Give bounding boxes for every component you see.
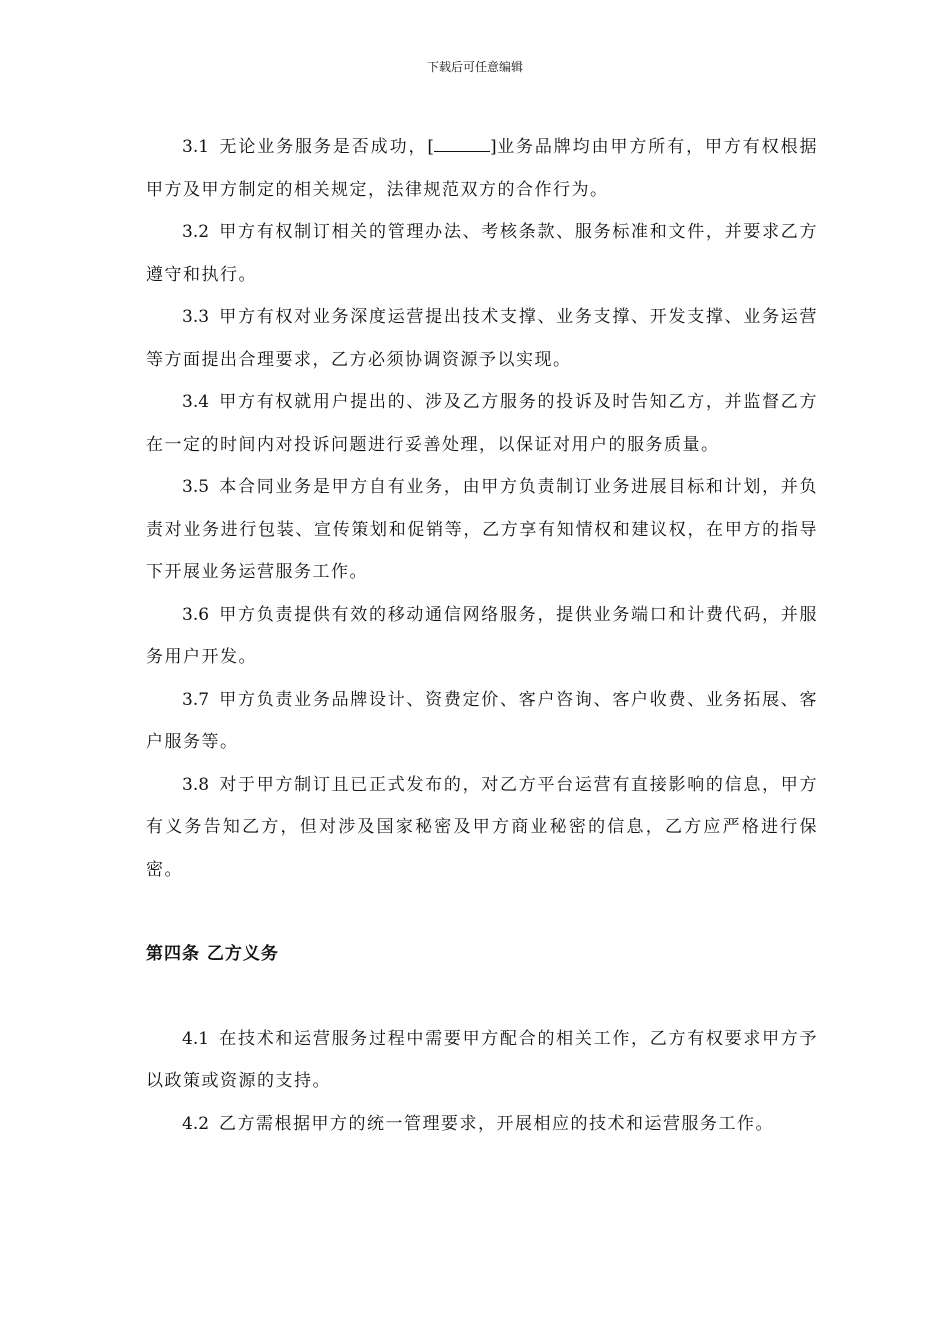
page-header: 下载后可任意编辑 — [426, 60, 523, 74]
clause-3-2 — [146, 211, 818, 296]
clause-text: 甲方负责提供有效的移动通信网络服务，提供业务端口和计费代码，并服务用户开发。 — [146, 604, 818, 667]
clause-text: 甲方有权对业务深度运营提出技术支撑、业务支撑、开发支撑、业务运营等方面提出合理要求，乙方必须协调资源予以实现。 — [146, 307, 818, 370]
clause-3-1 — [146, 126, 818, 211]
blank-underline — [434, 137, 490, 152]
clause-text-post: 业务品牌均由甲方所有，甲方有权根据甲方及甲方制定的相关规定，法律规范双方的合作行为。 — [146, 137, 819, 200]
clause-number: 3.7 — [182, 689, 210, 710]
clause-number: 4.1 — [182, 1028, 210, 1049]
clause-text-pre: 无论业务服务是否成功， — [219, 137, 428, 157]
section-heading: 第四条 乙方义务 — [146, 944, 279, 964]
clause-4-2 — [146, 1103, 818, 1146]
clause-number: 3.5 — [182, 477, 210, 497]
clause-number: 4.2 — [182, 1113, 210, 1134]
clause-3-7 — [146, 679, 818, 764]
clause-number: 3.6 — [182, 604, 210, 625]
clause-3-8 — [146, 764, 818, 892]
clause-text: 本合同业务是甲方自有业务，由甲方负责制订业务进展目标和计划，并负责对业务进行包装、宣传策划和促销等，乙方享有知情权和建议权，在甲方的指导下开展业务运营服务工作。 — [146, 477, 818, 582]
clause-3-3 — [146, 296, 818, 381]
clause-text: 乙方需根据甲方的统一管理要求，开展相应的技术和运营服务工作。 — [219, 1113, 775, 1134]
clause-3-5 — [146, 466, 818, 594]
clause-number: 3.1 — [182, 137, 210, 157]
clause-text: 甲方负责业务品牌设计、资费定价、客户咨询、客户收费、业务拓展、客户服务等。 — [146, 689, 818, 752]
blank-open-bracket: [ — [427, 137, 435, 157]
clause-number: 3.8 — [182, 774, 210, 795]
document-body — [146, 126, 818, 1145]
blank-close-bracket: ] — [490, 137, 497, 157]
clause-text: 在技术和运营服务过程中需要甲方配合的相关工作，乙方有权要求甲方予以政策或资源的支持。 — [146, 1028, 818, 1091]
blank-field — [427, 137, 496, 157]
clause-number: 3.3 — [182, 307, 210, 327]
clause-number: 3.2 — [182, 222, 210, 242]
clause-4-1 — [146, 1018, 818, 1103]
clause-3-4 — [146, 381, 818, 466]
clause-text: 对于甲方制订且已正式发布的，对乙方平台运营有直接影响的信息，甲方有义务告知乙方，但对涉及国家秘密及甲方商业秘密的信息，乙方应严格进行保密。 — [146, 774, 818, 880]
clause-text: 甲方有权制订相关的管理办法、考核条款、服务标准和文件，并要求乙方遵守和执行。 — [146, 222, 818, 285]
clause-3-6 — [146, 594, 818, 679]
clause-text: 甲方有权就用户提出的、涉及乙方服务的投诉及时告知乙方，并监督乙方在一定的时间内对投诉问题进行妥善处理，以保证对用户的服务质量。 — [146, 392, 818, 455]
clause-number: 3.4 — [182, 392, 210, 412]
